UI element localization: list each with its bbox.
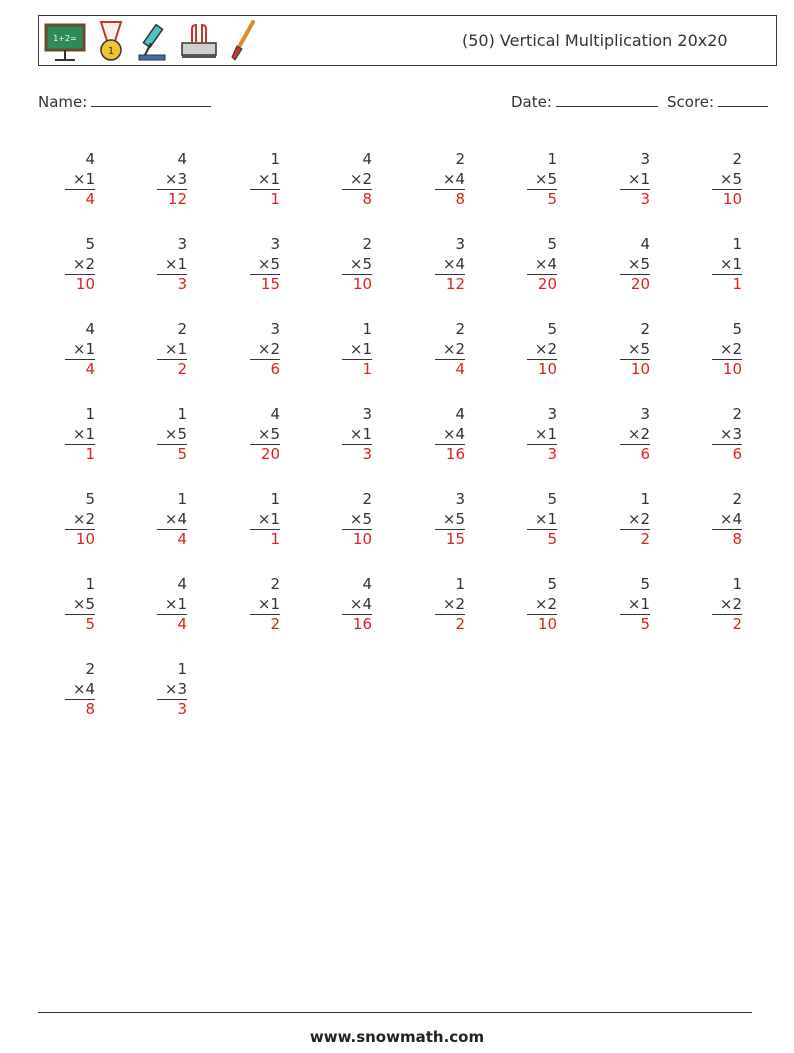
problem-answer: 8	[342, 189, 372, 209]
problem-top-number: 2	[177, 320, 187, 338]
problem-item	[712, 150, 742, 209]
svg-text:1: 1	[107, 46, 115, 57]
problem-item	[65, 660, 95, 719]
problem-multiplier: ×5	[627, 254, 650, 273]
problem-multiplier: ×3	[164, 169, 187, 188]
problem-top-number: 1	[455, 575, 465, 593]
score-label: Score:	[667, 93, 715, 111]
problem-top-number: 3	[455, 490, 465, 508]
problem-top-number: 4	[270, 405, 280, 423]
problem-answer: 2	[435, 614, 465, 634]
problem-top-number: 2	[455, 320, 465, 338]
date-label: Date:	[511, 93, 552, 111]
problem-item	[250, 320, 280, 379]
problem-item	[65, 235, 95, 294]
problem-answer: 8	[65, 699, 95, 719]
problem-answer: 1	[250, 189, 280, 209]
problem-top-number: 5	[547, 490, 557, 508]
worksheet-title: (50) Vertical Multiplication 20x20	[462, 31, 728, 50]
problem-top-number: 2	[455, 150, 465, 168]
problem-multiplier: ×1	[164, 339, 187, 358]
problem-answer: 4	[157, 529, 187, 549]
problem-top-number: 2	[732, 490, 742, 508]
problem-multiplier: ×3	[719, 424, 742, 443]
problem-top-number: 1	[362, 320, 372, 338]
problem-item	[157, 235, 187, 294]
problem-answer: 15	[250, 274, 280, 294]
problem-item	[712, 490, 742, 549]
problem-item	[65, 320, 95, 379]
problem-answer: 10	[342, 529, 372, 549]
problem-multiplier: ×2	[627, 424, 650, 443]
problem-answer: 6	[250, 359, 280, 379]
problem-answer: 10	[527, 359, 557, 379]
problem-top-number: 3	[640, 405, 650, 423]
problem-top-number: 2	[732, 150, 742, 168]
problem-top-number: 4	[177, 575, 187, 593]
problem-top-number: 2	[640, 320, 650, 338]
problem-top-number: 1	[640, 490, 650, 508]
problem-multiplier: ×2	[72, 509, 95, 528]
problem-item	[712, 405, 742, 464]
problem-answer: 16	[435, 444, 465, 464]
problem-answer: 3	[342, 444, 372, 464]
problem-answer: 16	[342, 614, 372, 634]
problem-multiplier: ×4	[442, 169, 465, 188]
problem-multiplier: ×4	[442, 254, 465, 273]
problem-item	[342, 320, 372, 379]
problem-item	[157, 320, 187, 379]
problem-answer: 12	[157, 189, 187, 209]
problem-item	[620, 490, 650, 549]
problem-top-number: 3	[455, 235, 465, 253]
problem-multiplier: ×2	[534, 339, 557, 358]
problem-answer: 3	[157, 699, 187, 719]
problem-answer: 8	[712, 529, 742, 549]
problem-item	[65, 575, 95, 634]
problem-top-number: 5	[85, 235, 95, 253]
svg-text:1+2=: 1+2=	[53, 34, 77, 43]
problem-answer: 20	[620, 274, 650, 294]
problem-answer: 10	[65, 274, 95, 294]
problem-multiplier: ×5	[534, 169, 557, 188]
problem-answer: 2	[250, 614, 280, 634]
problem-top-number: 1	[177, 660, 187, 678]
problem-answer: 5	[527, 529, 557, 549]
problem-multiplier: ×5	[349, 509, 372, 528]
problem-top-number: 4	[85, 150, 95, 168]
problem-multiplier: ×1	[257, 509, 280, 528]
problem-multiplier: ×5	[164, 424, 187, 443]
problem-top-number: 5	[85, 490, 95, 508]
problem-multiplier: ×1	[534, 509, 557, 528]
problem-item	[342, 405, 372, 464]
problem-answer: 5	[157, 444, 187, 464]
problem-multiplier: ×1	[627, 594, 650, 613]
problem-item	[712, 235, 742, 294]
problem-answer: 5	[65, 614, 95, 634]
problem-answer: 3	[620, 189, 650, 209]
problem-answer: 20	[527, 274, 557, 294]
problem-top-number: 3	[270, 235, 280, 253]
problem-top-number: 4	[177, 150, 187, 168]
problem-answer: 20	[250, 444, 280, 464]
problem-item	[342, 150, 372, 209]
problem-answer: 10	[712, 359, 742, 379]
problem-top-number: 4	[640, 235, 650, 253]
problem-top-number: 2	[85, 660, 95, 678]
problem-multiplier: ×1	[72, 339, 95, 358]
problem-multiplier: ×1	[164, 254, 187, 273]
problem-top-number: 5	[732, 320, 742, 338]
problem-top-number: 5	[640, 575, 650, 593]
problem-multiplier: ×1	[719, 254, 742, 273]
problem-multiplier: ×4	[534, 254, 557, 273]
problem-multiplier: ×2	[442, 339, 465, 358]
problem-answer: 3	[527, 444, 557, 464]
problem-answer: 4	[65, 359, 95, 379]
problem-multiplier: ×2	[349, 169, 372, 188]
problem-answer: 1	[342, 359, 372, 379]
problem-top-number: 5	[547, 235, 557, 253]
problem-item	[157, 660, 187, 719]
problem-multiplier: ×1	[164, 594, 187, 613]
problem-answer: 5	[620, 614, 650, 634]
problem-top-number: 2	[270, 575, 280, 593]
problem-top-number: 5	[547, 320, 557, 338]
problem-multiplier: ×3	[164, 679, 187, 698]
problem-item	[250, 150, 280, 209]
footer-site: www.snowmath.com	[309, 1028, 485, 1046]
problem-item	[620, 320, 650, 379]
problem-item	[527, 575, 557, 634]
problem-multiplier: ×5	[349, 254, 372, 273]
problem-multiplier: ×1	[257, 594, 280, 613]
problem-answer: 8	[435, 189, 465, 209]
problem-answer: 5	[527, 189, 557, 209]
problem-multiplier: ×2	[72, 254, 95, 273]
problem-multiplier: ×1	[257, 169, 280, 188]
problem-top-number: 1	[270, 150, 280, 168]
problem-item	[250, 490, 280, 549]
problem-item	[157, 575, 187, 634]
problem-answer: 6	[712, 444, 742, 464]
problem-answer: 10	[527, 614, 557, 634]
problem-answer: 10	[342, 274, 372, 294]
problem-top-number: 4	[362, 575, 372, 593]
problem-multiplier: ×1	[72, 169, 95, 188]
problem-top-number: 1	[732, 235, 742, 253]
problem-answer: 2	[620, 529, 650, 549]
problem-item	[157, 490, 187, 549]
problem-multiplier: ×1	[72, 424, 95, 443]
problem-top-number: 4	[455, 405, 465, 423]
problem-multiplier: ×2	[534, 594, 557, 613]
problem-item	[620, 405, 650, 464]
problem-answer: 10	[712, 189, 742, 209]
problem-multiplier: ×2	[442, 594, 465, 613]
problem-multiplier: ×2	[719, 339, 742, 358]
problem-item	[620, 150, 650, 209]
problem-multiplier: ×2	[627, 509, 650, 528]
problem-item	[435, 575, 465, 634]
problem-item	[527, 235, 557, 294]
problem-multiplier: ×5	[257, 424, 280, 443]
problem-answer: 1	[712, 274, 742, 294]
problem-answer: 10	[620, 359, 650, 379]
problem-item	[712, 320, 742, 379]
problem-answer: 1	[250, 529, 280, 549]
problem-answer: 4	[435, 359, 465, 379]
problem-item	[435, 320, 465, 379]
problem-item	[435, 150, 465, 209]
problem-top-number: 1	[85, 405, 95, 423]
problem-top-number: 3	[547, 405, 557, 423]
problem-item	[435, 490, 465, 549]
problem-top-number: 2	[362, 490, 372, 508]
problem-answer: 2	[712, 614, 742, 634]
problem-multiplier: ×5	[442, 509, 465, 528]
problem-answer: 4	[157, 614, 187, 634]
problem-item	[65, 490, 95, 549]
problem-answer: 1	[65, 444, 95, 464]
problem-top-number: 2	[732, 405, 742, 423]
problem-answer: 10	[65, 529, 95, 549]
problem-multiplier: ×5	[719, 169, 742, 188]
problem-item	[435, 235, 465, 294]
problem-multiplier: ×4	[349, 594, 372, 613]
problem-multiplier: ×5	[627, 339, 650, 358]
problem-multiplier: ×1	[627, 169, 650, 188]
problem-top-number: 1	[177, 490, 187, 508]
problem-top-number: 3	[177, 235, 187, 253]
problem-answer: 4	[65, 189, 95, 209]
footer-divider	[38, 1012, 752, 1013]
problem-top-number: 3	[362, 405, 372, 423]
problem-item	[527, 150, 557, 209]
problem-multiplier: ×1	[534, 424, 557, 443]
problem-top-number: 1	[177, 405, 187, 423]
problem-multiplier: ×4	[164, 509, 187, 528]
problem-top-number: 4	[362, 150, 372, 168]
problem-item	[527, 490, 557, 549]
problem-top-number: 3	[640, 150, 650, 168]
problem-multiplier: ×1	[349, 424, 372, 443]
problem-multiplier: ×4	[719, 509, 742, 528]
problem-item	[157, 150, 187, 209]
problem-multiplier: ×2	[719, 594, 742, 613]
problem-answer: 15	[435, 529, 465, 549]
problem-multiplier: ×4	[72, 679, 95, 698]
problem-multiplier: ×5	[257, 254, 280, 273]
problem-answer: 12	[435, 274, 465, 294]
problem-item	[342, 575, 372, 634]
problem-item	[65, 150, 95, 209]
problem-item	[712, 575, 742, 634]
problem-item	[620, 235, 650, 294]
problem-top-number: 1	[85, 575, 95, 593]
problem-multiplier: ×1	[349, 339, 372, 358]
problem-multiplier: ×4	[442, 424, 465, 443]
problem-top-number: 1	[547, 150, 557, 168]
problem-item	[250, 235, 280, 294]
problem-top-number: 5	[547, 575, 557, 593]
problem-item	[435, 405, 465, 464]
problem-item	[250, 575, 280, 634]
name-label: Name:	[38, 93, 88, 111]
problem-item	[342, 490, 372, 549]
problem-answer: 3	[157, 274, 187, 294]
problem-item	[250, 405, 280, 464]
problem-multiplier: ×5	[72, 594, 95, 613]
problem-top-number: 4	[85, 320, 95, 338]
problem-item	[620, 575, 650, 634]
problem-item	[527, 320, 557, 379]
problem-top-number: 1	[270, 490, 280, 508]
problem-answer: 6	[620, 444, 650, 464]
problem-item	[157, 405, 187, 464]
problem-top-number: 1	[732, 575, 742, 593]
problem-multiplier: ×2	[257, 339, 280, 358]
problem-top-number: 2	[362, 235, 372, 253]
problem-item	[527, 405, 557, 464]
problem-item	[342, 235, 372, 294]
problem-top-number: 3	[270, 320, 280, 338]
problem-answer: 2	[157, 359, 187, 379]
problem-item	[65, 405, 95, 464]
